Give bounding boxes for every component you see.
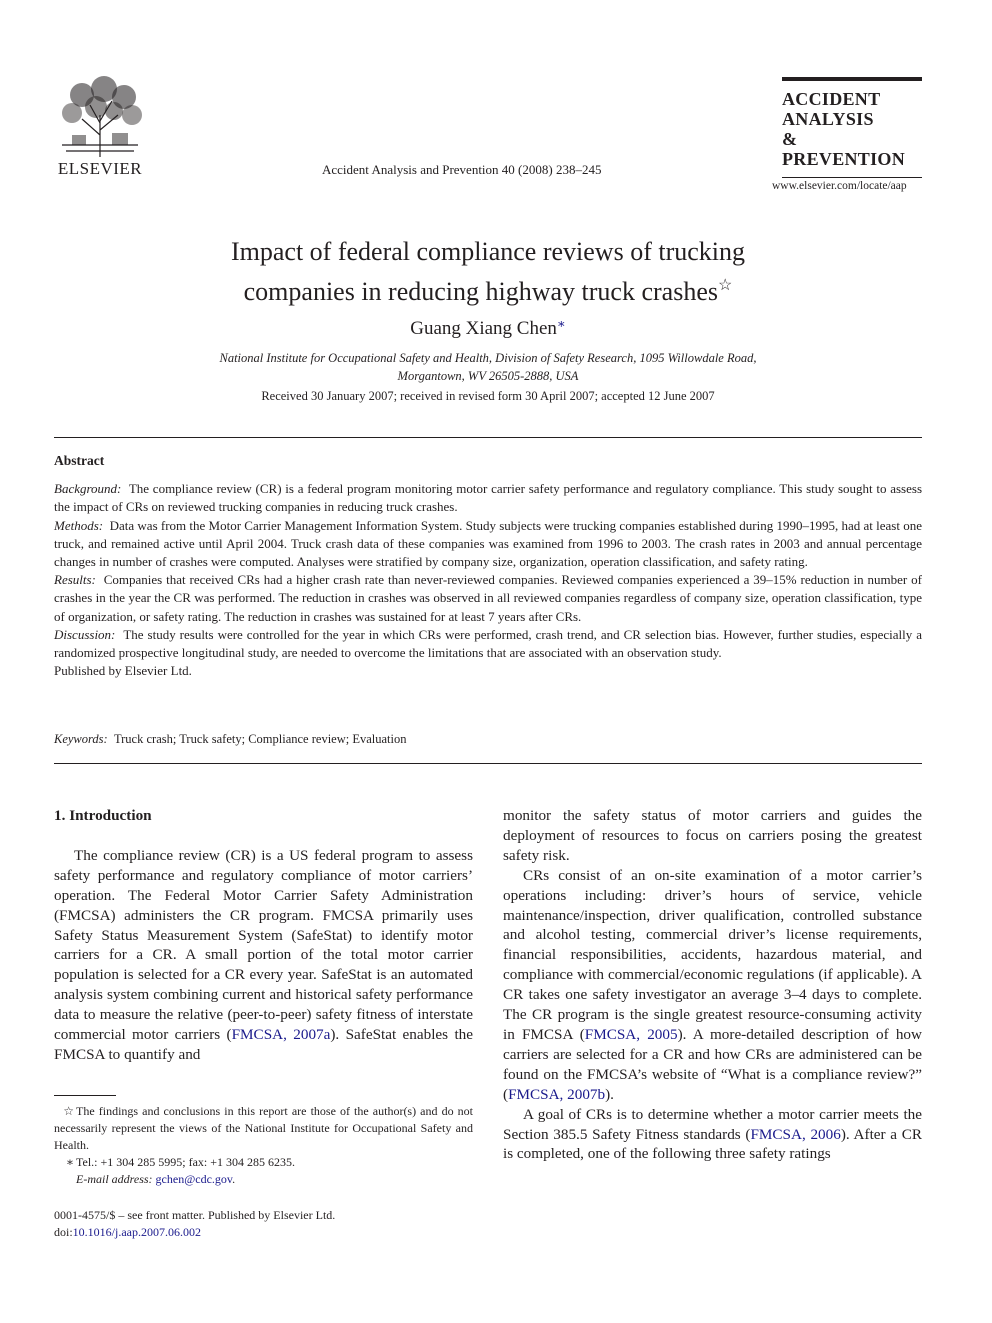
footnote-rule xyxy=(54,1095,116,1096)
issn-line: 0001-4575/$ – see front matter. Published by Elsevier Ltd. xyxy=(54,1208,336,1222)
doi-link[interactable]: 10.1016/j.aap.2007.06.002 xyxy=(72,1225,201,1239)
citation-link[interactable]: FMCSA, 2007a xyxy=(231,1026,331,1044)
footnote-disclaimer xyxy=(54,1103,473,1154)
affiliation-line: National Institute for Occupational Safety and Health, Division of Safety Research, 1095 Willowdale Road, xyxy=(219,351,757,365)
elsevier-logo xyxy=(52,75,148,179)
abstract-text: The compliance review (CR) is a federal program monitoring motor carrier safety performance and regulatory compliance. This study sought to assess the impact of CRs on reviewed trucking companies in reducing truck crashes. xyxy=(54,481,922,515)
journal-url[interactable]: www.elsevier.com/locate/aap xyxy=(772,180,907,192)
affiliation-line: Morgantown, WV 26505-2888, USA xyxy=(397,369,579,383)
masthead-rule-top xyxy=(782,77,922,81)
body-text: ). A more-detailed description of how carriers are selected for a CR and how CRs are administered can be found on the FMCSA’s website of “What is a compliance review?” ( xyxy=(503,1025,922,1103)
body-text: ). After a CR is completed, one of the following three safety ratings xyxy=(503,1125,922,1163)
body-paragraph xyxy=(503,1105,922,1165)
citation-link[interactable]: FMCSA, 2006 xyxy=(750,1125,841,1143)
journal-name-line: PREVENTION xyxy=(782,149,906,169)
abstract-label: Results: xyxy=(54,572,96,588)
title-line-2 xyxy=(100,269,876,309)
author-line xyxy=(100,316,876,340)
body-text: ). SafeStat enables the FMCSA to quantify and xyxy=(54,1026,473,1063)
citation-link[interactable]: FMCSA, 2007b xyxy=(508,1085,606,1103)
journal-name xyxy=(782,89,922,169)
abstract-discussion xyxy=(54,626,922,662)
journal-name-line: & xyxy=(782,129,798,149)
abstract-label: Background: xyxy=(54,481,122,497)
elsevier-tree-icon xyxy=(52,75,148,157)
publisher-name: ELSEVIER xyxy=(57,159,143,178)
journal-masthead xyxy=(782,77,922,178)
author-name: Guang Xiang Chen xyxy=(410,318,557,339)
journal-name-line: ANALYSIS xyxy=(782,109,874,129)
body-text: A goal of CRs is to determine whether a motor carrier meets the Section 385.5 Safety Fitness standards ( xyxy=(503,1105,922,1143)
footnotes xyxy=(54,1103,473,1188)
body-text: The compliance review (CR) is a US federal program to assess safety performance and regulatory compliance of motor carriers’ operation. The Federal Motor Carrier Safety Administration (FMCSA) administers the CR program. FMCSA primarily uses Safety Status Measurement System (SafeStat) to identify motor carriers for a CR. A small portion of the total motor carrier population is selected for a CR every year. SafeStat is an automated analysis system combining current and historical safety performance data to measure the relative (peer-to-peer) safety fitness of interstate commercial motor carriers ( xyxy=(54,846,473,1044)
doi-line xyxy=(54,1224,335,1241)
abstract-section xyxy=(54,452,922,680)
keywords-text: Truck crash; Truck safety; Compliance review; Evaluation xyxy=(113,732,407,746)
abstract-background xyxy=(54,480,922,516)
abstract-heading: Abstract xyxy=(54,453,105,468)
section-heading: 1. Introduction xyxy=(54,807,152,824)
body-paragraph: monitor the safety status of motor carriers and guides the deployment of resources to focus on carriers posing the greatest safety risk. xyxy=(503,807,922,864)
journal-citation: Accident Analysis and Prevention 40 (2008) 238–245 xyxy=(322,162,602,177)
abstract-text: The study results were controlled for the year in which CRs were performed, crash trend, and CR selection bias. However, further studies, especially a randomized prospective longitudinal study, are needed to overcome the limitations that are associated with an observation study. xyxy=(54,626,923,661)
footnote-email xyxy=(54,1171,473,1188)
footnote-contact xyxy=(54,1154,473,1171)
title-line: companies in reducing highway truck crashes xyxy=(243,277,718,306)
body-paragraph xyxy=(503,866,922,1105)
abstract-text: Data was from the Motor Carrier Management Information System. Study subjects were trucking companies established during 1990–1995, had at least one truck, and remained active until April 2004. Truck crash data of these companies was examined from 1996 to 2003. The crash rates in 2003 and annual percentage changes in number of crashes were computed. Analyses were stratified by company size, organization, operation classification, and safety rating. xyxy=(54,517,922,570)
title-footnote-mark[interactable]: ☆ xyxy=(718,277,733,294)
divider-top xyxy=(54,437,922,438)
body-text: ). xyxy=(605,1085,614,1103)
left-column xyxy=(54,806,473,1065)
abstract-published: Published by Elsevier Ltd. xyxy=(54,663,192,679)
right-column xyxy=(503,806,922,1164)
intro-paragraph xyxy=(54,846,473,1065)
abstract-label: Discussion: xyxy=(54,626,116,642)
received-dates: Received 30 January 2007; received in revised form 30 April 2007; accepted 12 June 2007 xyxy=(261,389,715,403)
footnote-mark: ∗ xyxy=(65,1155,74,1169)
title-line: Impact of federal compliance reviews of trucking xyxy=(231,237,745,266)
footnote-mark: ☆ xyxy=(63,1104,74,1118)
body-text: CRs consist of an on-site examination of a motor carrier’s operations including: driver’s hours of service, vehicle maintenance/inspection, driver qualification, controlled substance and alcohol testing, commercial driver’s license requirements, financial responsibilities, accidents, hazardous material, and compliance with commercial/economic regulations (if applicable). A CR takes one safety investigator an average 3–4 days to complete. The CR program is the single greatest resource-consuming activity in FMCSA ( xyxy=(503,866,922,1043)
keywords xyxy=(54,732,922,747)
author-footnote-mark[interactable]: ∗ xyxy=(556,316,566,331)
abstract-methods xyxy=(54,517,922,572)
doi-label: doi: xyxy=(54,1225,73,1239)
email-link[interactable]: gchen@cdc.gov xyxy=(155,1172,233,1186)
journal-name-line: ACCIDENT xyxy=(782,89,881,109)
footnote-text: Tel.: +1 304 285 5995; fax: +1 304 285 6235. xyxy=(76,1155,296,1169)
footnote-text: The findings and conclusions in this report are those of the author(s) and do not necessarily represent the views of the National Institute for Occupational Safety and Health. xyxy=(54,1104,473,1152)
divider-bottom xyxy=(54,763,922,764)
footnote-text: . xyxy=(232,1172,236,1186)
abstract-results xyxy=(54,571,922,626)
front-matter xyxy=(54,1207,335,1241)
email-label: E-mail address: xyxy=(76,1172,153,1186)
article-title xyxy=(100,235,876,309)
masthead-rule-bottom xyxy=(782,177,922,178)
abstract-label: Methods: xyxy=(54,517,104,533)
affiliation xyxy=(100,349,876,385)
abstract-text: Companies that received CRs had a higher crash rate than never-reviewed companies. Reviewed companies experienced a 39–15% reduction in number of crashes in the year the CR was performed. The reduction in crashes was observed in all reviewed companies regardless of company size, operation classification, type of organization, or safety rating. The reduction in crashes was sustained for at least 7 years after CRs. xyxy=(54,572,922,624)
keywords-label: Keywords: xyxy=(54,732,108,746)
citation-link[interactable]: FMCSA, 2005 xyxy=(584,1025,678,1043)
